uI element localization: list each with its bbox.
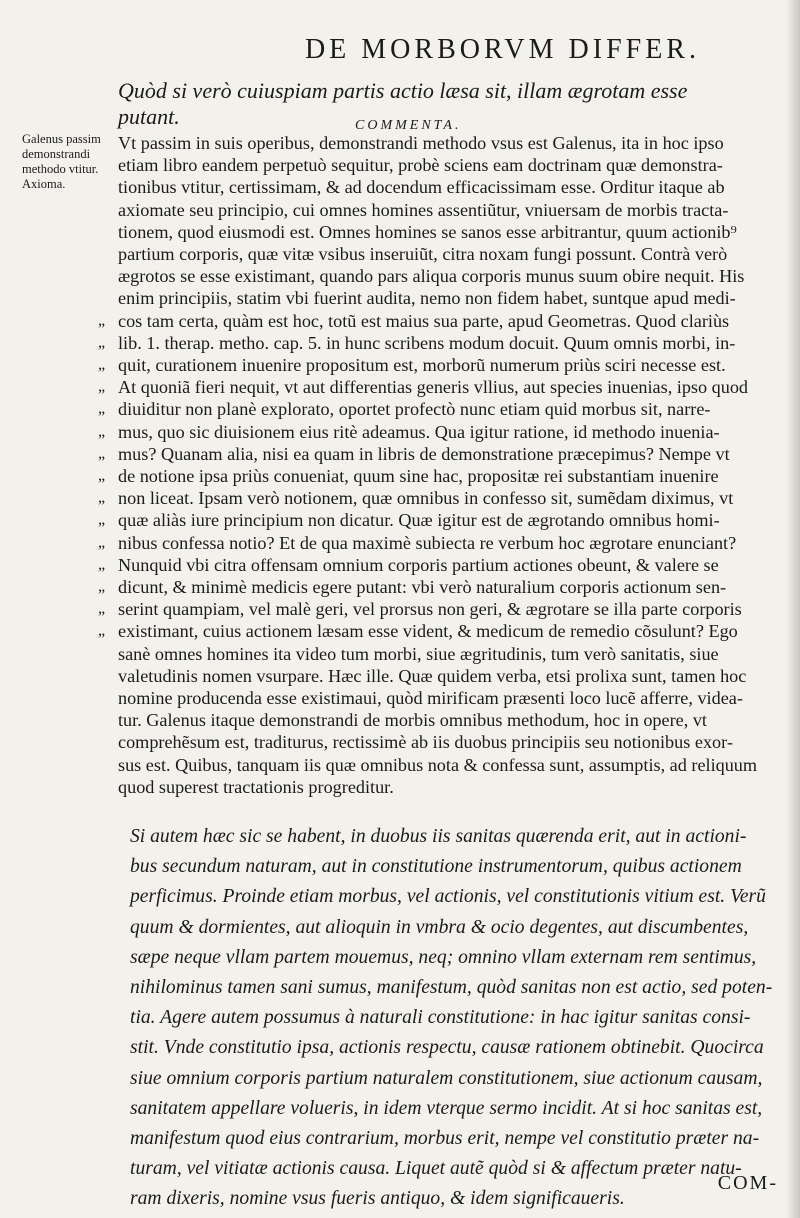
commentary-line-text: cos tam certa, quàm est hoc, totũ est maius sua parte, apud Geometras. Quod clariùs bbox=[118, 310, 730, 331]
quote-mark: „ bbox=[98, 511, 106, 529]
quote-mark: „ bbox=[98, 400, 106, 418]
quote-mark: „ bbox=[98, 555, 106, 573]
commentary-line bbox=[98, 265, 788, 287]
lemma-line: Si autem hæc sic se habent, in duobus iis sanitas quærenda erit, aut in actioni- bbox=[130, 826, 747, 847]
commentary-line bbox=[98, 532, 788, 554]
margin-note-line: demonstrandi bbox=[22, 147, 91, 161]
commentary-line-text: mus, quo sic diuisionem eius ritè adeamus. Qua igitur ratione, id methodo inuenia- bbox=[118, 421, 720, 442]
commentary-line-text: etiam libro eandem perpetuò sequitur, probè sciens eam doctrinam quæ demonstra- bbox=[118, 155, 723, 176]
lemma-line: tia. Agere autem possumus à naturali constitutione: in hac igitur sanitas consi- bbox=[130, 1007, 751, 1029]
commentary-line bbox=[98, 221, 788, 243]
commentary-line-text: Nunquid vbi citra offensam omnium corporis partium actiones obeunt, & valere se bbox=[118, 554, 719, 575]
lemma-line: siue omnium corporis partium naturalem constitutionem, siue actionum causam, bbox=[130, 1067, 763, 1089]
commentary-line bbox=[98, 598, 788, 620]
lemma-line: ram dixeris, nomine vsus fueris antiquo, & idem significaueris. bbox=[130, 1188, 625, 1210]
commentary-line-text: nibus confessa notio? Et de qua maximè subiecta re verbum hoc ægrotare enunciant? bbox=[118, 532, 737, 553]
lemma-line: perficimus. Proinde etiam morbus, vel actionis, vel constitutionis vitium est. Verũ bbox=[130, 886, 766, 908]
quote-mark: „ bbox=[98, 467, 106, 485]
commentary-line-text: existimant, cuius actionem læsam esse vident, & medicum de remedio cõsulunt? Ego bbox=[118, 621, 738, 642]
lemma-line: turam, vel vitiatæ actionis causa. Liquet autẽ quòd si & affectum præter natu- bbox=[130, 1158, 742, 1180]
commentary-line-text: ægrotos se esse existimant, quando pars aliqua corporis munus suum obire nequit. His bbox=[118, 266, 745, 287]
commentary-line bbox=[98, 687, 788, 709]
commentary-line bbox=[98, 287, 788, 309]
commentary-line-text: enim principiis, statim vbi fuerint audita, nemo non fidem habet, suntque apud medi- bbox=[118, 288, 736, 309]
commentary-line-text: valetudinis nomen vsurpare. Hæc ille. Quæ quidem verba, etsi prolixa sunt, tamen hoc bbox=[118, 665, 747, 686]
commentary-line bbox=[98, 176, 788, 198]
catchword: COM- bbox=[717, 1172, 778, 1194]
commentary-line-text: nomine producenda esse existimaui, quòd mirificam præsenti loco lucẽ afferre, videa- bbox=[118, 688, 743, 709]
commentary-line bbox=[98, 354, 788, 376]
commentary-line bbox=[98, 643, 788, 665]
quote-mark: „ bbox=[98, 333, 106, 351]
commentary-line bbox=[98, 199, 788, 221]
commentary-line bbox=[98, 509, 788, 531]
commentary-line-text: Vt passim in suis operibus, demonstrandi methodo vsus est Galenus, ita in hoc ipso bbox=[118, 133, 724, 153]
commentary-line bbox=[98, 132, 788, 154]
comment-heading: COMMENTA. bbox=[355, 118, 462, 133]
lemma-line: nihilominus tamen sani sumus, manifestum, quòd sanitas non est actio, sed poten- bbox=[130, 977, 773, 999]
commentary-line-text: tionem, quod eiusmodi est. Omnes homines se sanos esse arbitrantur, quum actionib⁹ bbox=[118, 221, 737, 242]
quote-mark: „ bbox=[98, 444, 106, 462]
quote-mark: „ bbox=[98, 533, 106, 551]
commentary-line-text: serint quampiam, vel malè geri, vel prorsus non geri, & ægrotare se illa parte corporis bbox=[118, 599, 742, 620]
commentary-line-text: tur. Galenus itaque demonstrandi de morbis omnibus methodum, hoc in opere, vt bbox=[118, 710, 707, 731]
running-head: DE MORBORVM DIFFER. bbox=[304, 34, 700, 65]
commentary-line bbox=[98, 465, 788, 487]
quote-mark: „ bbox=[98, 578, 106, 596]
quote-mark: „ bbox=[98, 422, 106, 440]
commentary-line-text: sus est. Quibus, tanquam iis quæ omnibus nota & confessa sunt, assumptis, ad reliquum bbox=[118, 754, 758, 775]
margin-note-line: Galenus passim bbox=[22, 132, 101, 146]
commentary-line-text: sanè omnes homines ita video tum morbi, siue ægritudinis, tum verò sanitatis, siue bbox=[118, 643, 719, 664]
commentary-line bbox=[98, 376, 788, 398]
commentary-line bbox=[98, 620, 788, 642]
lemma-line: quum & dormientes, aut alioquin in vmbra & ocio degentes, aut discumbentes, bbox=[130, 916, 749, 938]
commentary-line bbox=[98, 421, 788, 443]
commentary-line-text: non liceat. Ipsam verò notionem, quæ omnibus in confesso sit, sumẽdam diximus, vt bbox=[118, 488, 734, 509]
commentary-line bbox=[98, 576, 788, 598]
commentary-line-text: axiomate seu principio, cui omnes homines assentiũtur, vniuersam de morbis tracta- bbox=[118, 199, 729, 220]
commentary-line bbox=[98, 310, 788, 332]
quote-mark: „ bbox=[98, 489, 106, 507]
lemma-line: sanitatem appellare volueris, in idem vterque sermo incidit. At si hoc sanitas est, bbox=[130, 1097, 763, 1119]
commentary-line-text: quit, curationem inuenire propositum est, morborũ numerum priùs sciri necesse est. bbox=[118, 355, 726, 376]
lemma-line: sæpe neque vllam partem mouemus, neq; omnino vllam externam rem sentimus, bbox=[130, 946, 757, 968]
quote-mark: „ bbox=[98, 311, 106, 329]
quote-mark: „ bbox=[98, 378, 106, 396]
commentary-line-text: quæ aliàs iure principium non dicatur. Quæ igitur est de ægrotando omnibus homi- bbox=[118, 510, 720, 531]
commentary-text bbox=[98, 132, 788, 798]
lemma-top: Quòd si verò cuiuspiam partis actio læsa sit, illam ægrotam esse putant. bbox=[118, 78, 688, 129]
commentary-line bbox=[98, 332, 788, 354]
commentary-line-text: mus? Quanam alia, nisi ea quam in libris de demonstratione præcepimus? Nempe vt bbox=[118, 443, 730, 464]
commentary-line bbox=[98, 243, 788, 265]
commentary-line bbox=[98, 154, 788, 176]
margin-note-line: methodo vtitur. bbox=[22, 162, 99, 176]
commentary-line-text: comprehẽsum est, traditurus, rectissimè ab iis duobus principiis seu notionibus exor- bbox=[118, 732, 733, 753]
commentary-line-text: dicunt, & minimè medicis egere putant: vbi verò naturalium corporis actionum sen- bbox=[118, 577, 727, 598]
commentary-line-text: quod superest tractationis progreditur. bbox=[118, 776, 394, 797]
commentary-line-text: partium corporis, quæ vitæ vsibus inseruiũt, citra noxam fungi possunt. Contrà verò bbox=[118, 244, 728, 265]
commentary-line bbox=[98, 554, 788, 576]
commentary-line bbox=[98, 443, 788, 465]
lemma-line: manifestum quod eius contrarium, morbus erit, nempe vel constitutio præter na- bbox=[130, 1128, 760, 1150]
commentary-line bbox=[98, 731, 788, 753]
commentary-line bbox=[98, 398, 788, 420]
quote-mark: „ bbox=[98, 600, 106, 618]
commentary-line-text: At quoniã fieri nequit, vt aut differentias generis vllius, aut species inuenias, ipso quod bbox=[118, 377, 749, 398]
commentary-line bbox=[98, 665, 788, 687]
lemma-line: bus secundum naturam, aut in constitutione instrumentorum, quibus actionem bbox=[130, 856, 742, 878]
lemma-text bbox=[130, 822, 790, 1215]
commentary-line bbox=[98, 776, 788, 798]
commentary-line bbox=[98, 754, 788, 776]
lemma-line: stit. Vnde constitutio ipsa, actionis respectu, causæ rationem obtinebit. Quocirca bbox=[130, 1037, 764, 1059]
quote-mark: „ bbox=[98, 622, 106, 640]
margin-note-line: Axioma. bbox=[22, 177, 66, 191]
commentary-line bbox=[98, 709, 788, 731]
commentary-line bbox=[98, 487, 788, 509]
quote-mark: „ bbox=[98, 356, 106, 374]
commentary-line-text: tionibus vtitur, certissimam, & ad docendum efficacissimam esse. Orditur itaque ab bbox=[118, 177, 725, 198]
commentary-line-text: diuiditur non planè explorato, oportet profectò nunc etiam quid morbus sit, narre- bbox=[118, 399, 711, 420]
commentary-line-text: de notione ipsa priùs conueniat, quum sine hac, propositæ rei substantiam inuenire bbox=[118, 466, 719, 487]
commentary-line-text: lib. 1. therap. metho. cap. 5. in hunc scribens modum docuit. Quum omnis morbi, in- bbox=[118, 332, 736, 353]
